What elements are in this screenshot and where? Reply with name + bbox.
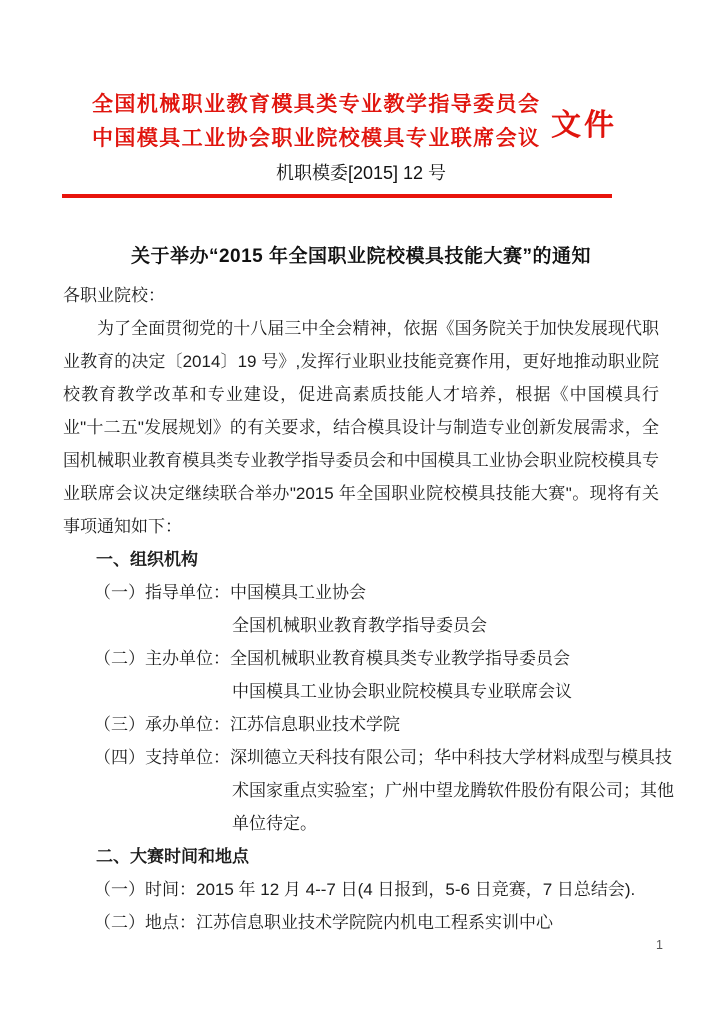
red-divider	[62, 194, 612, 198]
salutation: 各职业院校：	[63, 286, 165, 305]
section-heading: 二、大赛时间和地点	[96, 847, 249, 866]
item-label: （三）承办单位：	[94, 715, 230, 734]
section-item: （二）地点：江苏信息职业技术学院院内机电工程系实训中心	[94, 913, 553, 932]
issuing-organizations	[92, 88, 539, 156]
item-label: （一）指导单位：	[94, 583, 230, 602]
org-name-line-2: 中国模具工业协会职业院校模具专业联席会议	[92, 127, 539, 150]
notice-title: 关于举办“2015 年全国职业院校模具技能大赛”的通知	[130, 246, 592, 267]
letterhead-row	[63, 88, 659, 156]
doc-number: 机职模委[2015] 12 号	[275, 163, 447, 183]
section-heading: 一、组织机构	[96, 550, 198, 569]
letterhead	[63, 88, 659, 198]
section-item: （一）时间：2015 年 12 月 4--7 日(4 日报到，5-6 日竞赛，7 日总结会).	[94, 880, 636, 899]
item-label: （二）地点：	[94, 913, 196, 932]
item-label: （一）时间：	[94, 880, 196, 899]
item-label: （二）主办单位：	[94, 649, 230, 668]
section-item: （一）指导单位：中国模具工业协会 全国机械职业教育教学指导委员会	[94, 583, 487, 635]
section-item: （三）承办单位：江苏信息职业技术学院	[94, 715, 400, 734]
org-name-line-1: 全国机械职业教育模具类专业教学指导委员会	[92, 93, 539, 116]
section-item: （二）主办单位：全国机械职业教育模具类专业教学指导委员会 中国模具工业协会职业院校模具专业联席会议	[94, 649, 572, 701]
intro-paragraph: 为了全面贯彻党的十八届三中全会精神，依据《国务院关于加快发展现代职业教育的决定〔2014〕19 号》,发挥行业职业技能竞赛作用，更好地推动职业院校教育教学改革和专业建设，促进高素质技能人才培养，根据《中国模具行业"十二五"发展规划》的有关要求，结合模具设计与制造专业创新发展需求，全国机械职业教育模具类专业教学指导委员会和中国模具工业协会职业院校模具专业联席会议决定继续联合举办"2015 年全国职业院校模具技能大赛"。现将有关事项通知如下：	[63, 319, 659, 536]
notice-body	[63, 279, 674, 939]
section-item: （四）支持单位：深圳德立天科技有限公司；华中科技大学材料成型与模具技 术国家重点实验室；广州中望龙腾软件股份有限公司；其他 单位待定。	[94, 748, 674, 833]
item-label: （四）支持单位：	[94, 748, 230, 767]
doc-type-label: 文件	[551, 109, 617, 142]
page-number: 1	[656, 938, 663, 952]
sections	[63, 543, 674, 939]
